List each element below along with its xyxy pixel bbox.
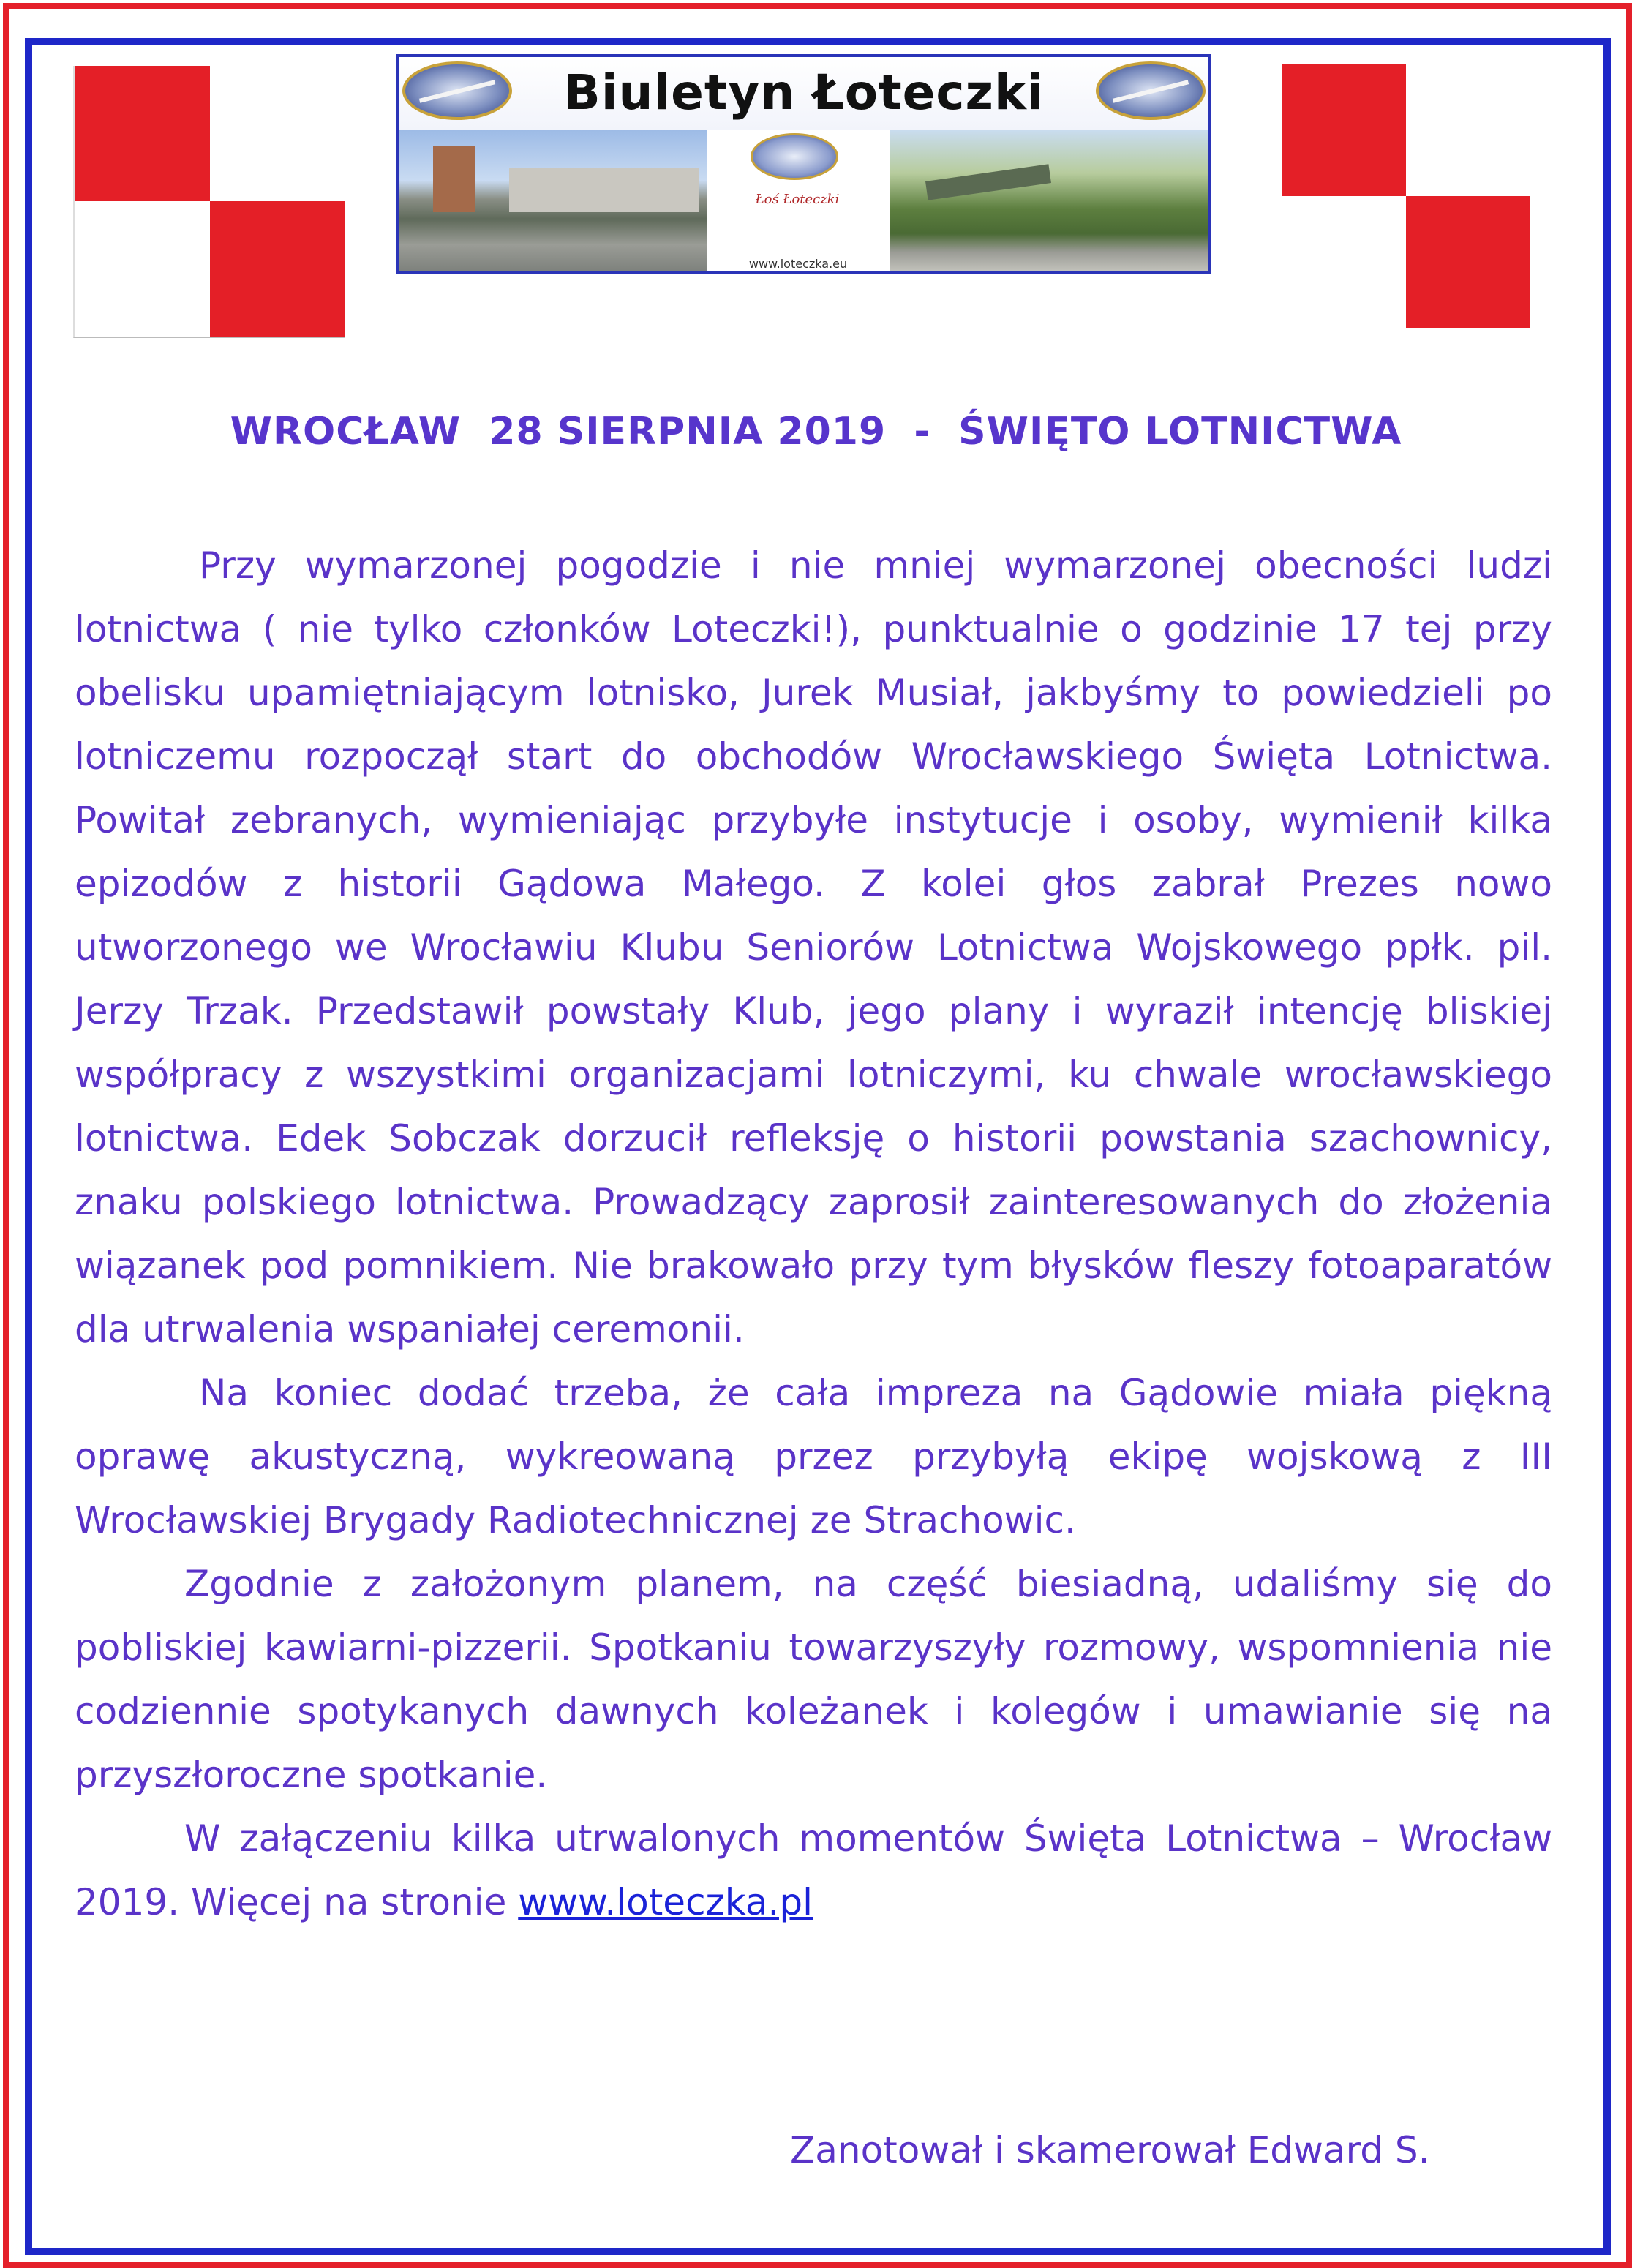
article-paragraph: Przy wymarzonej pogodzie i nie mniej wymarzonej obecności ludzi lotnictwa ( nie tylko członków Loteczki!), punktualnie o godzinie 17 tej przy obelisku upamiętniającym lotnisko, Jurek Musiał, jakbyśmy to powiedzieli po lotniczemu rozpoczął start do obchodów Wrocławskiego Święta Lotnictwa. Powitał zebranych, wymieniając przybyłe instytucje i osoby, wymienił kilka epizodów z historii Gądowa Małego. Z kolei głos zabrał Prezes nowo utworzonego we Wrocławiu Klubu Seniorów Lotnictwa Wojskowego ppłk. pil. Jerzy Trzak. Przedstawił powstały Klub, jego plany i wyraził intencję bliskiej współpracy z wszystkimi organizacjami lotniczymi, ku chwale wrocławskiego lotnictwa. Edek Sobczak dorzucił refleksję o historii powstania szachownicy, znaku polskiego lotnictwa. Prowadzący zaprosił zainteresowanych do złożenia wiązanek pod pomnikiem. Nie brakowało przy tym błysków fleszy fotoaparatów dla utrwalenia wspaniałej ceremonii. <box>75 544 1552 1351</box>
checkerboard-right <box>1282 64 1530 328</box>
website-link[interactable]: www.loteczka.pl <box>518 1881 813 1923</box>
author-signature: Zanotował i skamerował Edward S. <box>790 2129 1430 2171</box>
photo-airfield-building <box>399 130 707 274</box>
closing-text: W załączeniu kilka utrwalonych momentów Święta Lotnictwa – Wrocław 2019. Więcej na stronie <box>75 1817 1552 1923</box>
banner-title-row <box>399 57 1208 130</box>
article-closing-paragraph <box>75 1807 1552 1934</box>
article-body <box>75 534 1552 1934</box>
banner-title: Biuletyn Łoteczki <box>563 64 1045 121</box>
article-paragraph: Na koniec dodać trzeba, że cała impreza na Gądowie miała piękną oprawę akustyczną, wykreowaną przez przybyłą ekipę wojskową z III Wrocławskiej Brygady Radiotechnicznej ze Strachowic. <box>75 1372 1552 1542</box>
photo-emblem-panel <box>707 130 890 274</box>
photo-aircraft-park <box>890 130 1208 274</box>
article-paragraph: Zgodnie z założonym planem, na część biesiadną, udaliśmy się do pobliskiej kawiarni-pizzerii. Spotkaniu towarzyszyły rozmowy, wspomnienia nie codziennie spotykanych dawnych koleżanek i kolegów i umawianie się na przyszłoroczne spotkanie. <box>75 1563 1552 1796</box>
checkerboard-left <box>73 66 345 338</box>
article-headline: WROCŁAW 28 SIERPNIA 2019 - ŚWIĘTO LOTNICTWA <box>230 410 1402 454</box>
banner-website: www.loteczka.eu <box>748 257 848 271</box>
wings-badge-icon <box>1096 61 1206 120</box>
emblem-logo: Łoś Łoteczki <box>755 192 840 207</box>
wings-badge-icon <box>751 133 838 180</box>
header-banner <box>396 54 1211 274</box>
